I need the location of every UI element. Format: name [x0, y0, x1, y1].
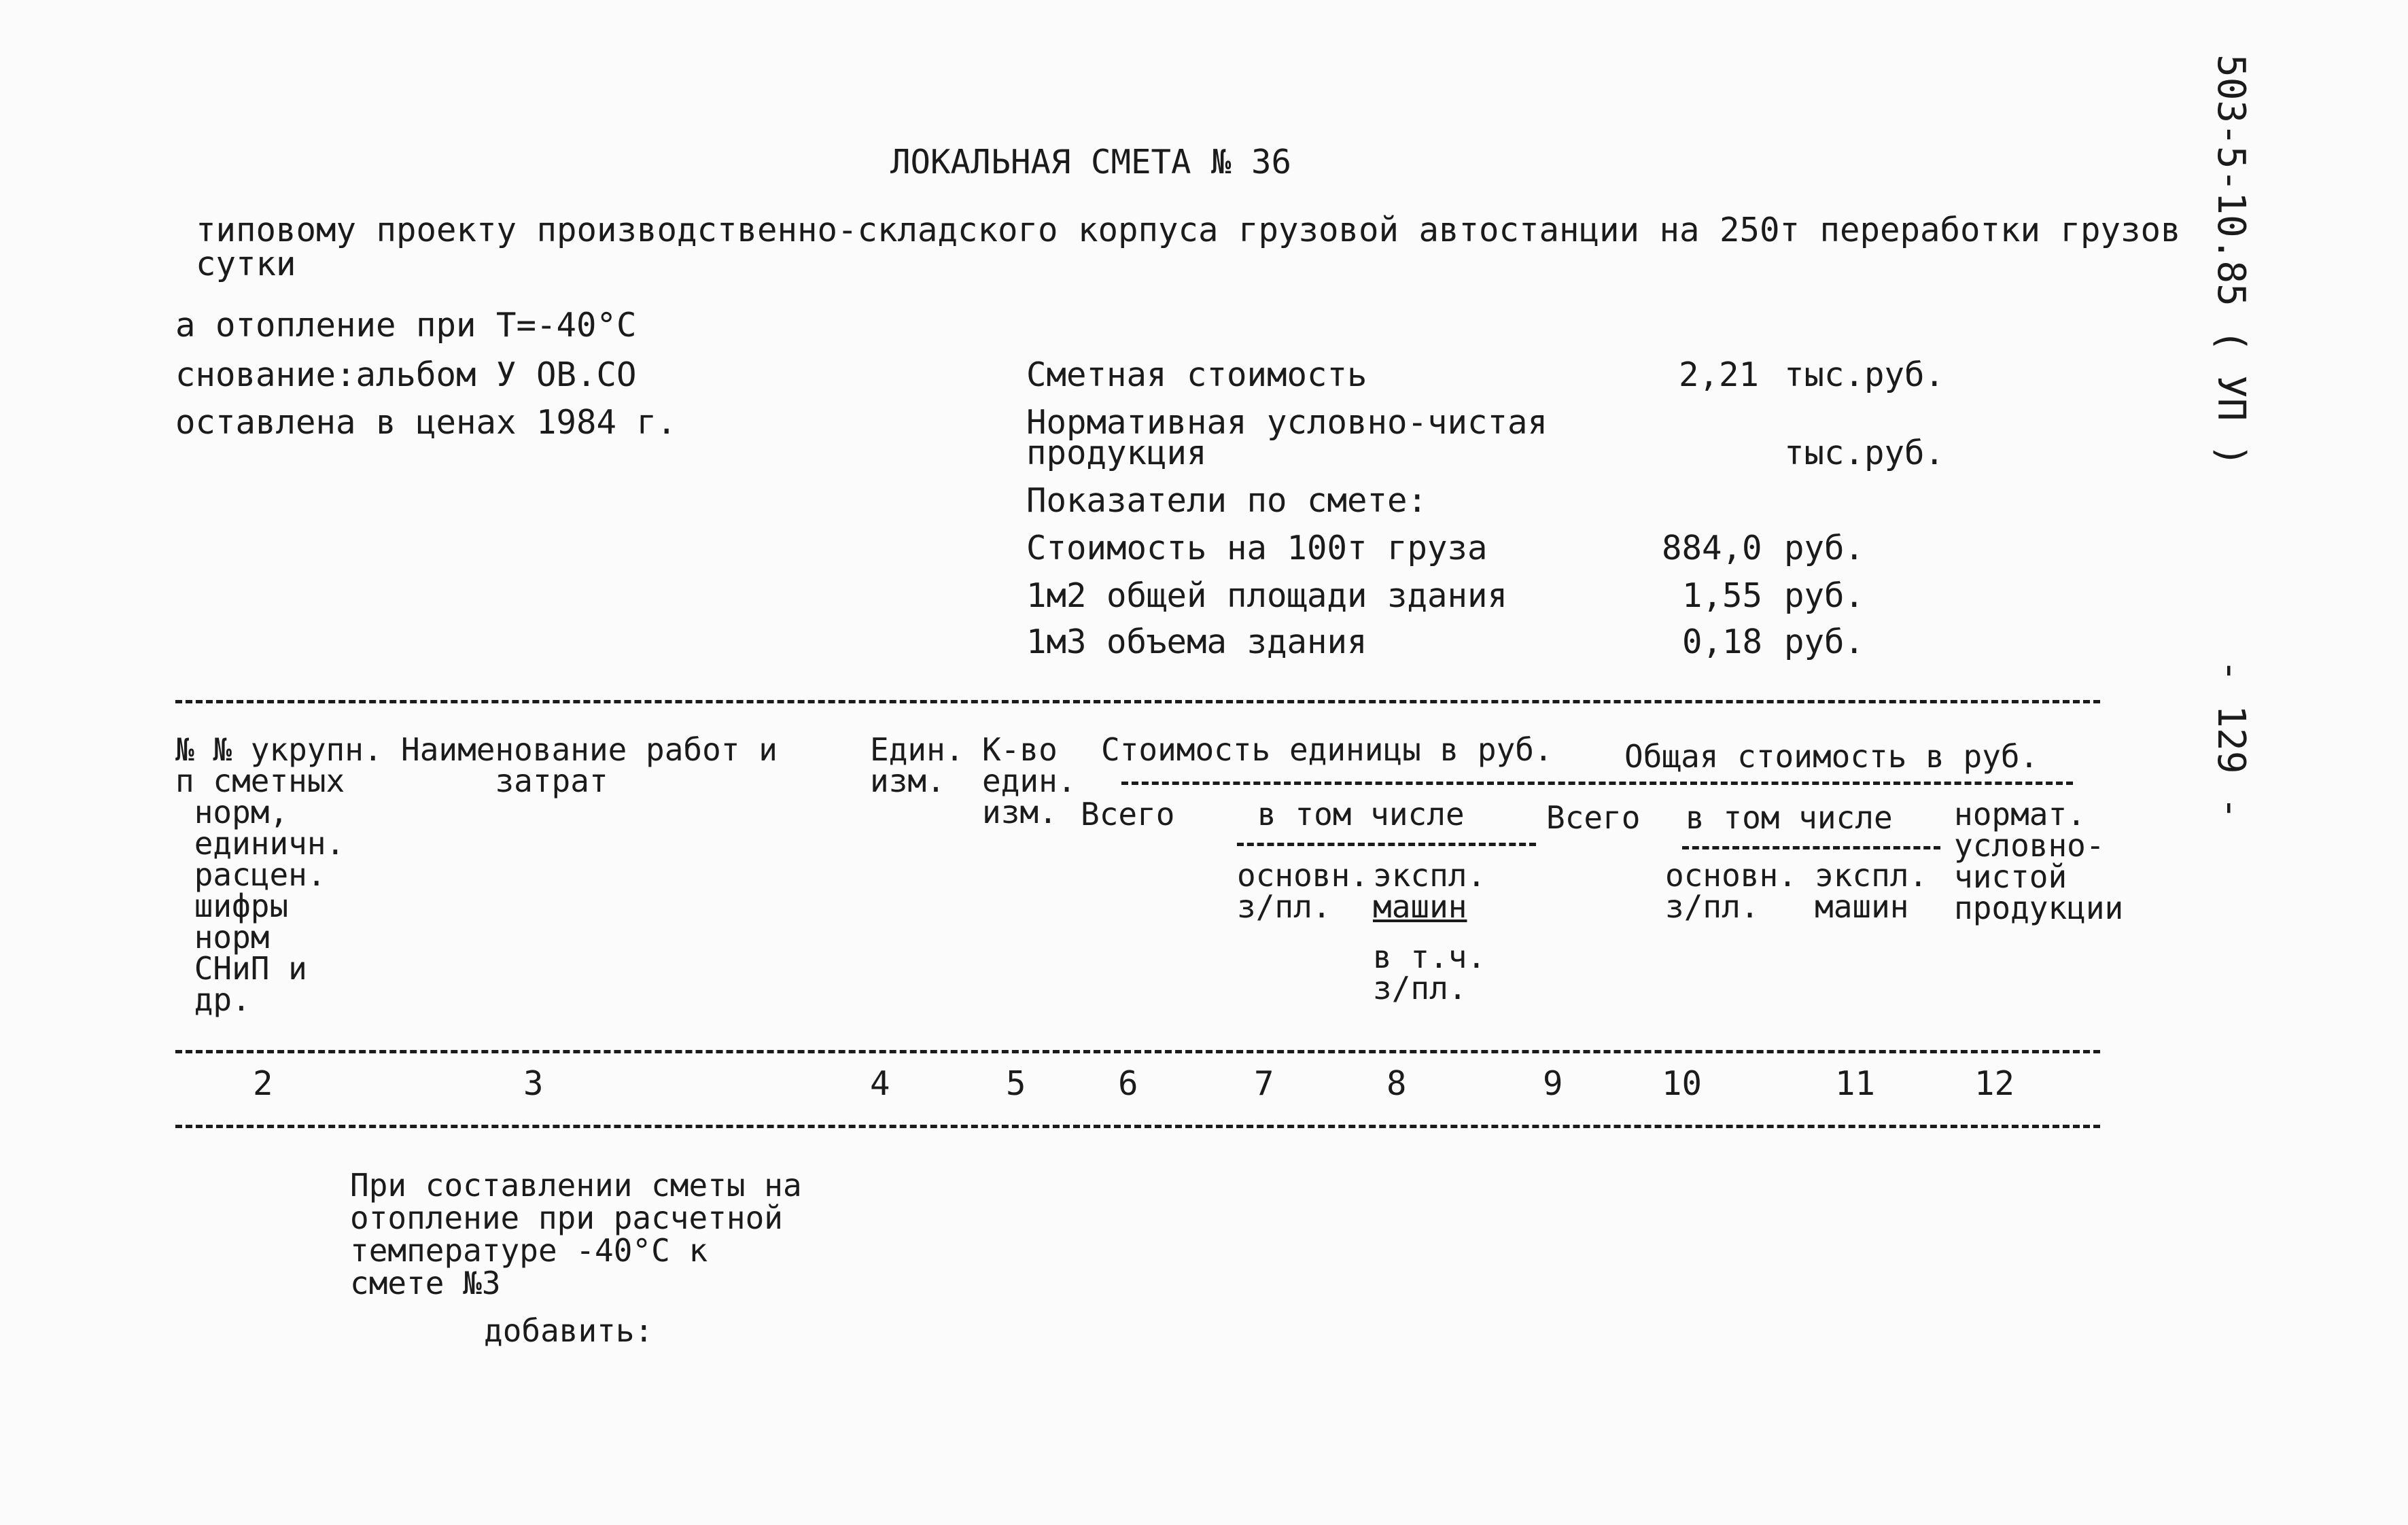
estimate-note: При составлении сметы на отопление при расчетной температуре -40°С к смете №3: [350, 1167, 802, 1301]
header-normative-product: нормат. условно- чистой продукции: [1954, 796, 2124, 926]
document-code: 503-5-10.85 ( УП ): [2209, 54, 2253, 467]
column-numbers-bottom-rule: [175, 1125, 2100, 1128]
column-number: 6: [1118, 1064, 1138, 1103]
heading-heating: а отопление при Т=-40°С: [175, 306, 637, 345]
header-total-incl-rule: [1682, 846, 1940, 849]
indicator-value: 1,55: [1682, 576, 1763, 615]
header-unit-incl-rule: [1237, 843, 1536, 846]
normative-label-2: продукция: [1026, 434, 1207, 472]
indicators-label: Показатели по смете:: [1026, 481, 1428, 520]
header-work-name: Наименование работ и затрат: [401, 731, 778, 799]
normative-label-1: Нормативная условно-чистая: [1026, 403, 1548, 442]
column-numbers-top-rule: [175, 1050, 2100, 1053]
normative-unit: тыс.руб.: [1784, 434, 1945, 472]
column-number: 8: [1386, 1064, 1407, 1103]
header-total-total: Всего: [1546, 799, 1641, 836]
column-number: 3: [523, 1064, 544, 1103]
subtitle-line-2: сутки: [196, 245, 296, 283]
header-unit-machines-2: машин: [1373, 888, 1467, 925]
header-unit-machines: экспл.: [1373, 857, 1486, 894]
header-cost-rule: [1121, 782, 2073, 785]
estimated-cost-value: 2,21: [1679, 355, 1760, 394]
header-unit: Един. изм.: [870, 731, 964, 799]
indicator-unit: руб.: [1784, 576, 1865, 615]
column-number: 10: [1662, 1064, 1703, 1103]
header-quantity: К-во един. изм.: [982, 731, 1077, 830]
header-total-machines: экспл. машин: [1815, 857, 1928, 925]
column-number: 9: [1543, 1064, 1563, 1103]
indicator-label: 1м2 общей площади здания: [1026, 576, 1508, 615]
column-number: 2: [253, 1064, 273, 1103]
column-number: 7: [1254, 1064, 1274, 1103]
subtitle-line-1: типовому проекту производственно-складского корпуса грузовой автостанции на 250т переработки грузов: [196, 211, 2181, 249]
column-number: 4: [870, 1064, 890, 1103]
estimated-cost-label: Сметная стоимость: [1026, 355, 1367, 394]
header-unit-base-pay: основн. з/пл.: [1237, 857, 1369, 925]
indicator-unit: руб.: [1784, 529, 1865, 567]
table-top-rule: [175, 700, 2100, 703]
indicator-value: 884,0: [1662, 529, 1762, 567]
header-norm-codes: № № укрупн. п сметных норм, единичн. расцен. шифры норм СНиП и др.: [175, 731, 383, 1018]
page-title: ЛОКАЛЬНАЯ СМЕТА № 36: [890, 143, 1292, 181]
heading-prices: оставлена в ценах 1984 г.: [175, 403, 677, 442]
indicator-label: Стоимость на 100т груза: [1026, 529, 1488, 567]
indicator-label: 1м3 объема здания: [1026, 623, 1367, 661]
header-unit-including: в том числе: [1257, 796, 1465, 832]
header-unit-total: Всего: [1081, 796, 1175, 832]
header-unit-cost: Стоимость единицы в руб.: [1101, 731, 1553, 768]
header-total-cost: Общая стоимость в руб.: [1624, 738, 2039, 775]
indicator-unit: руб.: [1784, 623, 1865, 661]
indicator-value: 0,18: [1682, 623, 1763, 661]
add-label: добавить:: [484, 1312, 654, 1349]
header-unit-machines-pay: в т.ч. з/пл.: [1373, 939, 1486, 1006]
column-number: 5: [1006, 1064, 1026, 1103]
column-number: 11: [1835, 1064, 1876, 1103]
column-number: 12: [1974, 1064, 2015, 1103]
header-total-including: в том числе: [1686, 799, 1893, 836]
page-number: - 129 -: [2209, 659, 2253, 820]
header-total-base-pay: основн. з/пл.: [1665, 857, 1797, 925]
heading-basis: снование:альбом У ОВ.СО: [175, 355, 637, 394]
estimated-cost-unit: тыс.руб.: [1784, 355, 1945, 394]
